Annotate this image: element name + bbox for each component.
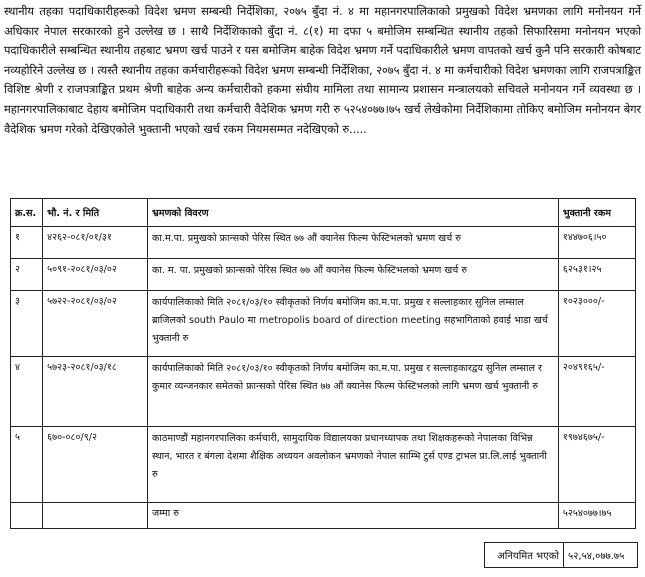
cell-description: का. म. पा. प्रमुखको फ्रान्सको पेरिस स्थित ७७ औं क्यानेस फिल्म फेस्टिभलको भ्रमण खर्च रु bbox=[147, 259, 558, 291]
cell-voucher: ५७२३-२०८१/०३/१८ bbox=[43, 357, 148, 427]
cell-amount: १०२३०००/- bbox=[558, 291, 635, 357]
cell-amount: २०४९१६५/- bbox=[558, 357, 635, 427]
table-row bbox=[11, 227, 636, 259]
cell-sn: ५ bbox=[11, 427, 43, 503]
table-row bbox=[11, 291, 636, 357]
irregular-amount-box bbox=[484, 542, 638, 568]
total-label: जम्मा रु bbox=[147, 503, 558, 529]
cell-description: कार्यपालिकाको मिति २०८१/०३/१० स्वीकृतको निर्णय बमोजिम का.म.पा. प्रमुख र सल्लाहकार सुनिल लम्साल ब्राजिलको south Paulo मा metropolis board of direction meeting सहभागिताको हवाई भाडा खर्च भुक्तानी रु bbox=[147, 291, 558, 357]
table-row bbox=[11, 357, 636, 427]
cell-description: का.म.पा. प्रमुखको फ्रान्सको पेरिस स्थित ७७ औं क्यानेस फिल्म फेस्टिभलको भ्रमण खर्च रु bbox=[147, 227, 558, 259]
table-row bbox=[11, 259, 636, 291]
table-total-row bbox=[11, 503, 636, 529]
cell-voucher: ४२६२-०८१/०१/३१ bbox=[43, 227, 148, 259]
table-row bbox=[11, 427, 636, 503]
cell-voucher: ६७०-०८०/९/२ bbox=[43, 427, 148, 503]
table-header-row bbox=[11, 199, 636, 227]
cell-empty bbox=[43, 503, 148, 529]
header-amount: भुक्तानी रकम bbox=[558, 199, 635, 227]
cell-amount: १४४७०६।५० bbox=[558, 227, 635, 259]
cell-description: कार्यपालिकाको मिति २०८१/०३/१० स्वीकृतको निर्णय बमोजिम का.म.पा. प्रमुख र सल्लाहकारद्वय सुनिल लम्साल र कुमार व्यन्जनकार समेतको फ्रान्सको पेरिस स्थित ७७ औं क्यानेस फिल्म फेस्टिभलको लागि भ्रमण खर्च भुक्तानी रु bbox=[147, 357, 558, 427]
cell-empty bbox=[11, 503, 43, 529]
cell-voucher: ५७२२-२०८१/०३/०२ bbox=[43, 291, 148, 357]
cell-sn: २ bbox=[11, 259, 43, 291]
cell-amount: ६२५३१।२५ bbox=[558, 259, 635, 291]
cell-sn: ४ bbox=[11, 357, 43, 427]
cell-sn: ३ bbox=[11, 291, 43, 357]
payment-table bbox=[10, 198, 636, 529]
irregular-label: अनियमित भएको bbox=[485, 543, 564, 567]
header-sn: क्र.स. bbox=[11, 199, 43, 227]
cell-voucher: ५०९१-२०८१/०३/०२ bbox=[43, 259, 148, 291]
irregular-amount: ५२,५४,०७७.७५ bbox=[568, 551, 625, 562]
header-description: भ्रमणको विवरण bbox=[147, 199, 558, 227]
cell-amount: १९७४६७५/- bbox=[558, 427, 635, 503]
header-voucher: भौ. नं. र मिति bbox=[43, 199, 148, 227]
intro-paragraph: स्थानीय तहका पदाधिकारीहरूको विदेश भ्रमण सम्बन्धी निर्देशिका, २०७५ बुँदा नं. ४ मा महानगरपालिकाको प्रमुखको विदेश भ्रमणका लागि मनोनयन गर्ने अधिकार नेपाल सरकारको हुने उल्लेख छ । साथै निर्देशिकाको बुँदा नं. ८(१) मा दफा ५ बमोजिम सम्बन्धित स्थानीय तहको सिफारिसमा मनोनयन भएको पदाधिकारीले सम्बन्धित स्थानीय तहबाट भ्रमण खर्च पाउने र यस बमोजिम बाहेक विदेश भ्रमण गर्ने पदाधिकारीले भ्रमण वापतको खर्च कुनै पनि सरकारी कोषबाट नव्यहोरिने उल्लेख छ । त्यस्तै स्थानीय तहका कर्मचारीहरूको विदेश भ्रमण सम्बन्धी निर्देशिका, २०७५ बुँदा नं. ४ मा कर्मचारीको विदेश भ्रमणका लागि राजपत्राङ्कित विशिष्ट श्रेणी र राजपत्राङ्कित प्रथम श्रेणी बाहेक अन्य कर्मचारीको हकमा संघीय मामिला तथा सामान्य प्रशासन मन्त्रालयको सचिवले मनोनयन गर्ने व्यवस्था छ । महानगरपालिकाबाट देहाय बमोजिम पदाधिकारी तथा कर्मचारी वैदेशिक भ्रमण गरी रु ५२५४०७७।७५ खर्च लेखेकोमा निर्देशिकामा तोकिए बमोजिम मनोनयन बेगर वैदेशिक भ्रमण गरेको देखिएकोले भुक्तानी भएको खर्च रकम नियमसम्मत नदेखिएको रु..... bbox=[4, 4, 641, 136]
cell-sn: १ bbox=[11, 227, 43, 259]
total-amount: ५२५४०७७।७५ bbox=[558, 503, 635, 529]
cell-description: काठमाण्डौं महानगरपालिका कर्मचारी, सामुदायिक विद्यालयका प्रधानध्यापक तथा शिक्षकहरूको नेपालका विभिन्न स्थान, भारत र बंगला देशमा शैक्षिक अध्ययन अवलोकन भ्रमणको नेपाल साम्भि टुर्स एण्ड ट्राभल प्रा.लि.लाई भुक्तानी रु bbox=[147, 427, 558, 503]
